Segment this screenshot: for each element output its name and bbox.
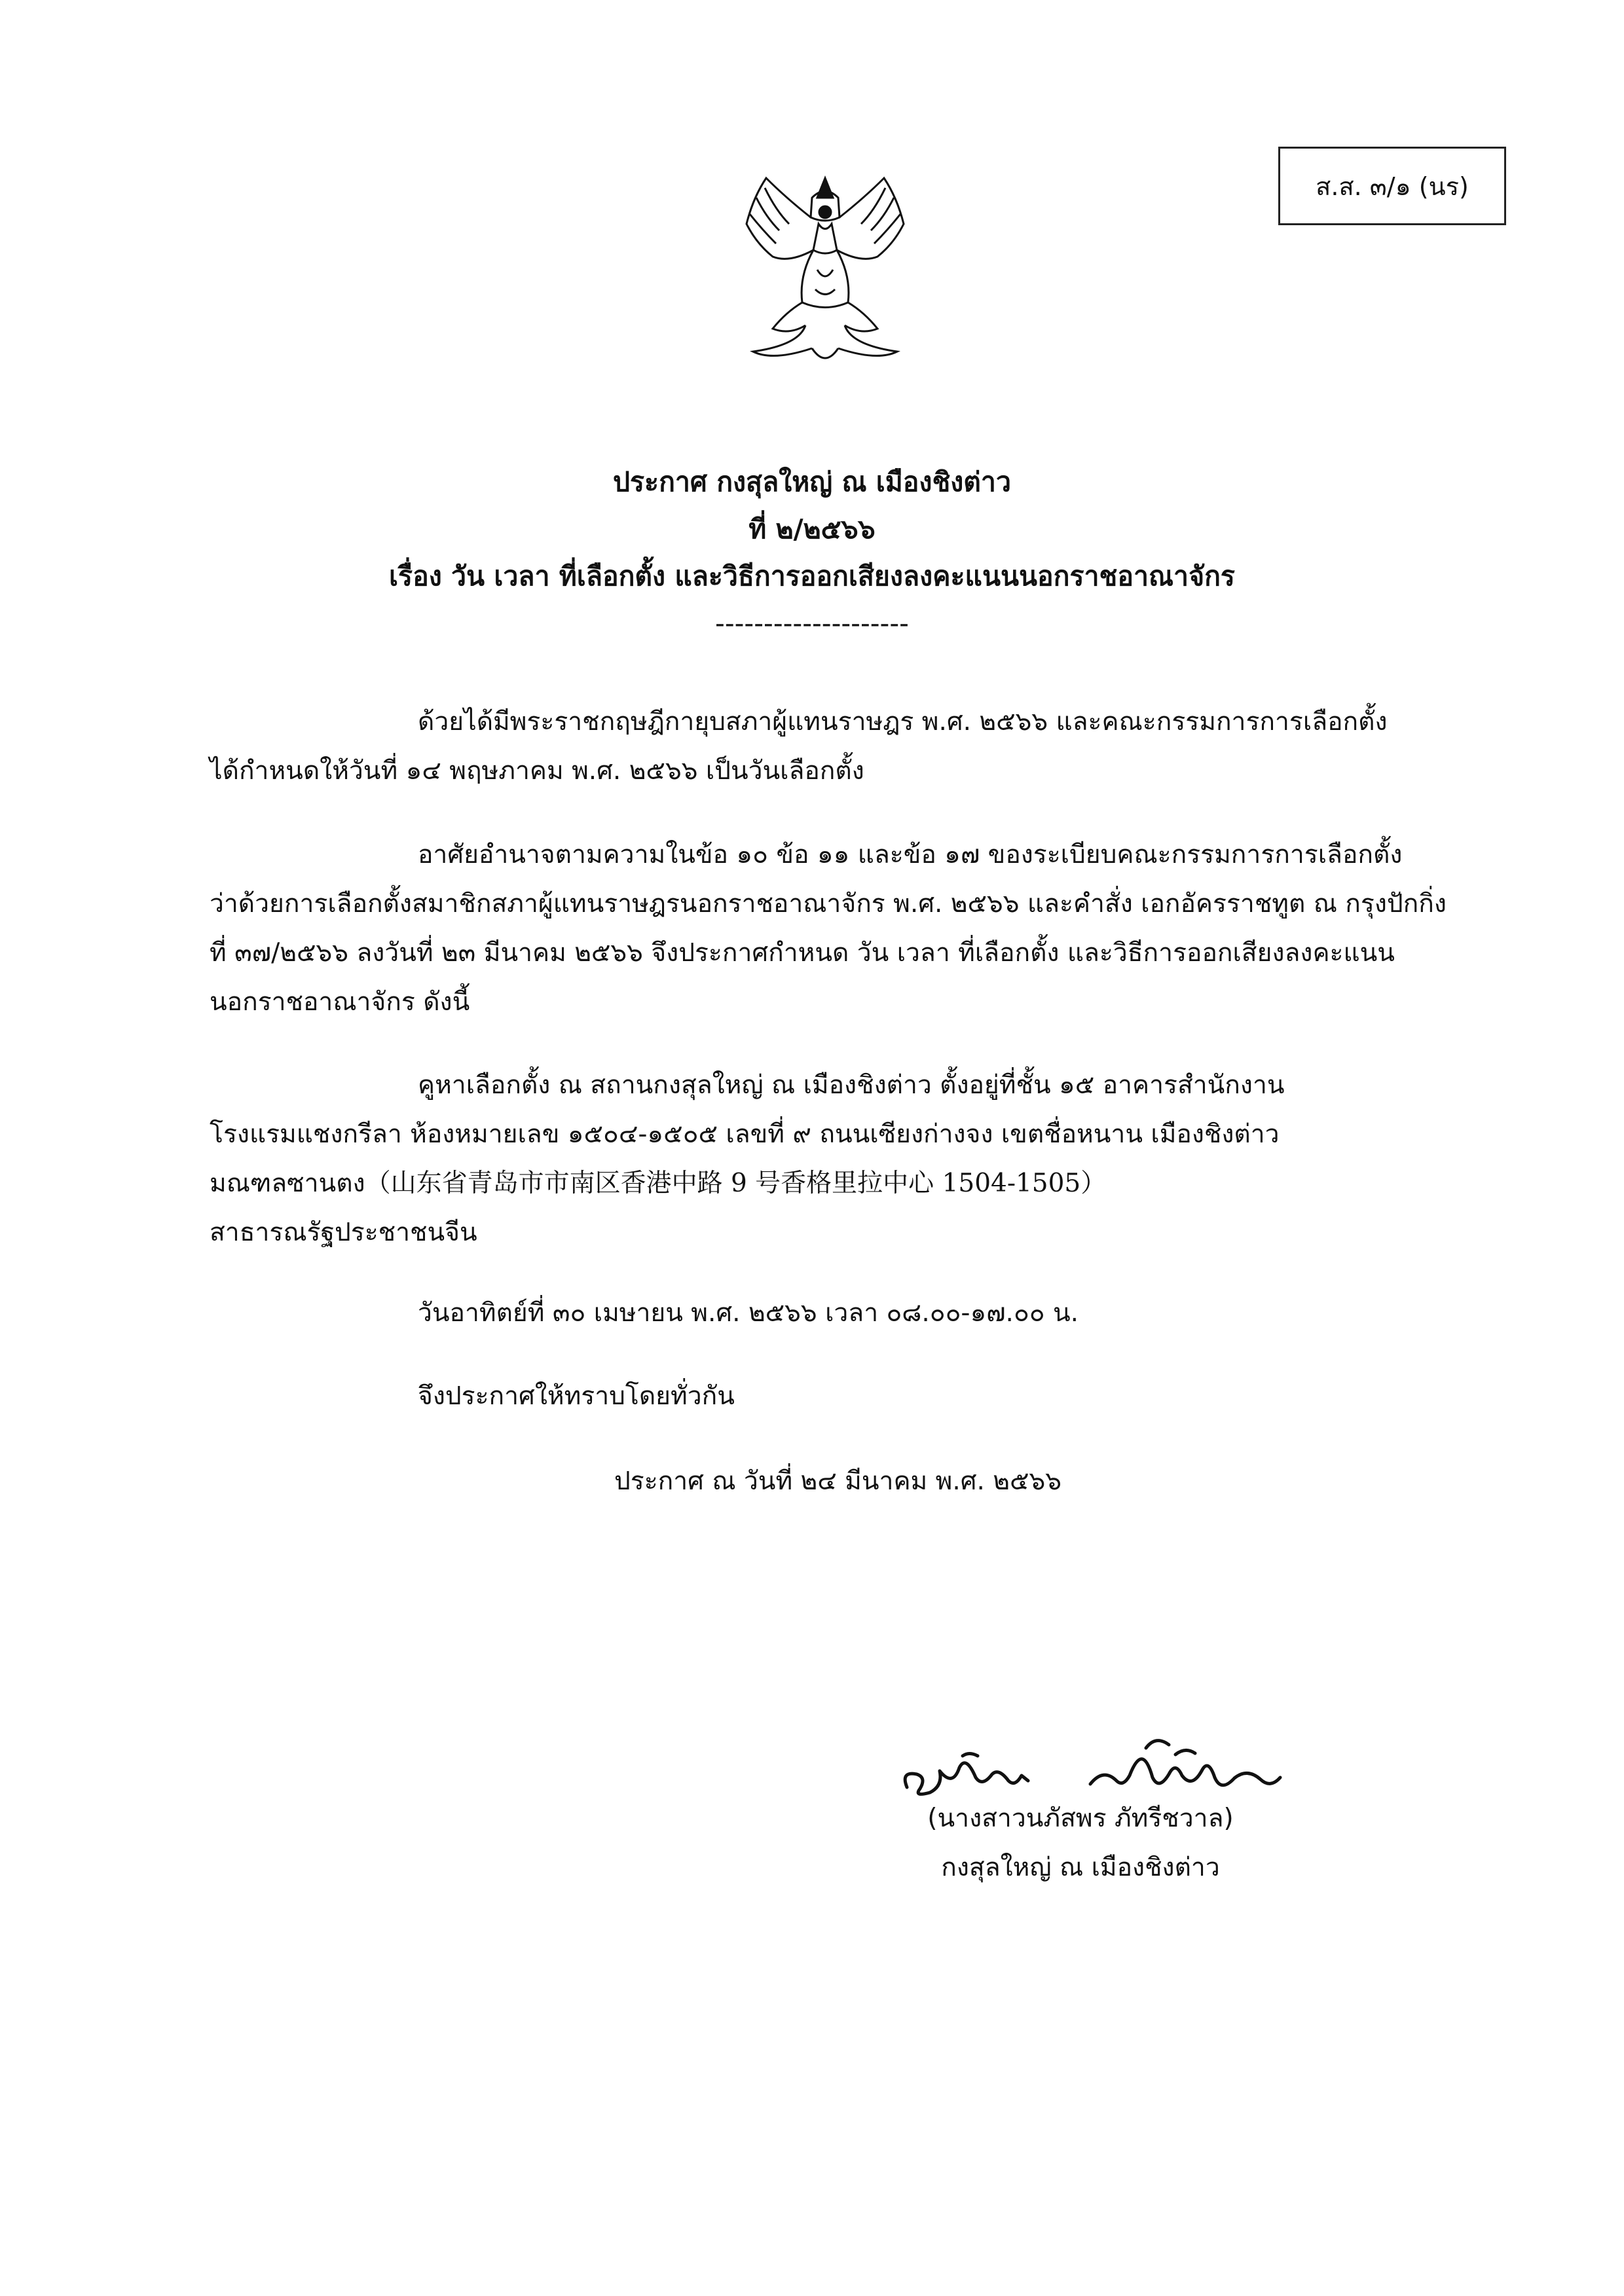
paragraph-1-line-2: ได้กำหนดให้วันที่ ๑๔ พฤษภาคม พ.ศ. ๒๕๖๖ เป็นวันเลือกตั้ง — [210, 756, 864, 786]
announcement-title: ประกาศ กงสุลใหญ่ ณ เมืองชิงต่าว — [613, 466, 1011, 498]
announcement-subject: เรื่อง วัน เวลา ที่เลือกตั้ง และวิธีการออกเสียงลงคะแนนนอกราชอาณาจักร — [389, 560, 1235, 592]
paragraph-2-line-2: ว่าด้วยการเลือกตั้งสมาชิกสภาผู้แทนราษฎรนอกราชอาณาจักร พ.ศ. ๒๕๖๖ และคำสั่ง เอกอัครราชทูต ณ กรุงปักกิ่ง — [210, 889, 1447, 919]
announcement-header — [0, 458, 1624, 647]
form-code-box — [1278, 147, 1506, 225]
voting-datetime: วันอาทิตย์ที่ ๓๐ เมษายน พ.ศ. ๒๕๖๖ เวลา ๐๘.๐๐-๑๗.๐๐ น. — [418, 1298, 1079, 1328]
paragraph-3-line-1: คูหาเลือกตั้ง ณ สถานกงสุลใหญ่ ณ เมืองชิงต่าว ตั้งอยู่ที่ชั้น ๑๕ อาคารสำนักงาน — [418, 1070, 1285, 1100]
paragraph-2-line-4: นอกราชอาณาจักร ดังนี้ — [210, 987, 470, 1017]
announcement-number: ที่ ๒/๒๕๖๖ — [748, 513, 876, 545]
paragraph-4 — [210, 1288, 1441, 1338]
paragraph-2-line-1: อาศัยอำนาจตามความในข้อ ๑๐ ข้อ ๑๑ และข้อ ๑๗ ของระเบียบคณะกรรมการการเลือกตั้ง — [418, 840, 1403, 869]
paragraph-3-line-2: โรงแรมแชงกรีลา ห้องหมายเลข ๑๕๐๔-๑๕๐๕ เลขที่ ๙ ถนนเซียงก่างจง เขตชื่อหนาน เมืองชิงต่าว — [210, 1120, 1280, 1149]
paragraph-3-line-3 — [210, 1159, 1441, 1208]
paragraph-1-line-1: ด้วยได้มีพระราชกฤษฎีกายุบสภาผู้แทนราษฎร พ.ศ. ๒๕๖๖ และคณะกรรมการการเลือกตั้ง — [418, 707, 1388, 737]
paragraph-1 — [210, 697, 1441, 795]
signer-name: (นางสาวนภัสพร ภัทรีชวาล) — [927, 1804, 1234, 1833]
province-name: มณฑลซานตง — [210, 1169, 365, 1198]
paragraph-5 — [210, 1372, 1441, 1421]
signer-block — [897, 1794, 1264, 1892]
paragraph-3 — [210, 1061, 1441, 1257]
announcement-date — [210, 1457, 1441, 1506]
closing-statement: จึงประกาศให้ทราบโดยทั่วกัน — [418, 1381, 735, 1411]
paragraph-3-line-4: สาธารณรัฐประชาชนจีน — [210, 1218, 477, 1247]
paragraph-2-line-3: ที่ ๓๗/๒๕๖๖ ลงวันที่ ๒๓ มีนาคม ๒๕๖๖ จึงประกาศกำหนด วัน เวลา ที่เลือกตั้ง และวิธีการออกเสียงลงคะแนน — [210, 938, 1395, 968]
date-line: ประกาศ ณ วันที่ ๒๔ มีนาคม พ.ศ. ๒๕๖๖ — [614, 1467, 1062, 1496]
chinese-address: （山东省青岛市市南区香港中路 9 号香格里拉中心 1504-1505） — [365, 1169, 1107, 1198]
paragraph-2 — [210, 830, 1447, 1027]
form-code: ส.ส. ๓/๑ (นร) — [1316, 172, 1469, 201]
garuda-emblem-icon — [727, 172, 923, 374]
signer-position: กงสุลใหญ่ ณ เมืองชิงต่าว — [941, 1853, 1220, 1882]
header-divider: -------------------- — [715, 608, 909, 639]
